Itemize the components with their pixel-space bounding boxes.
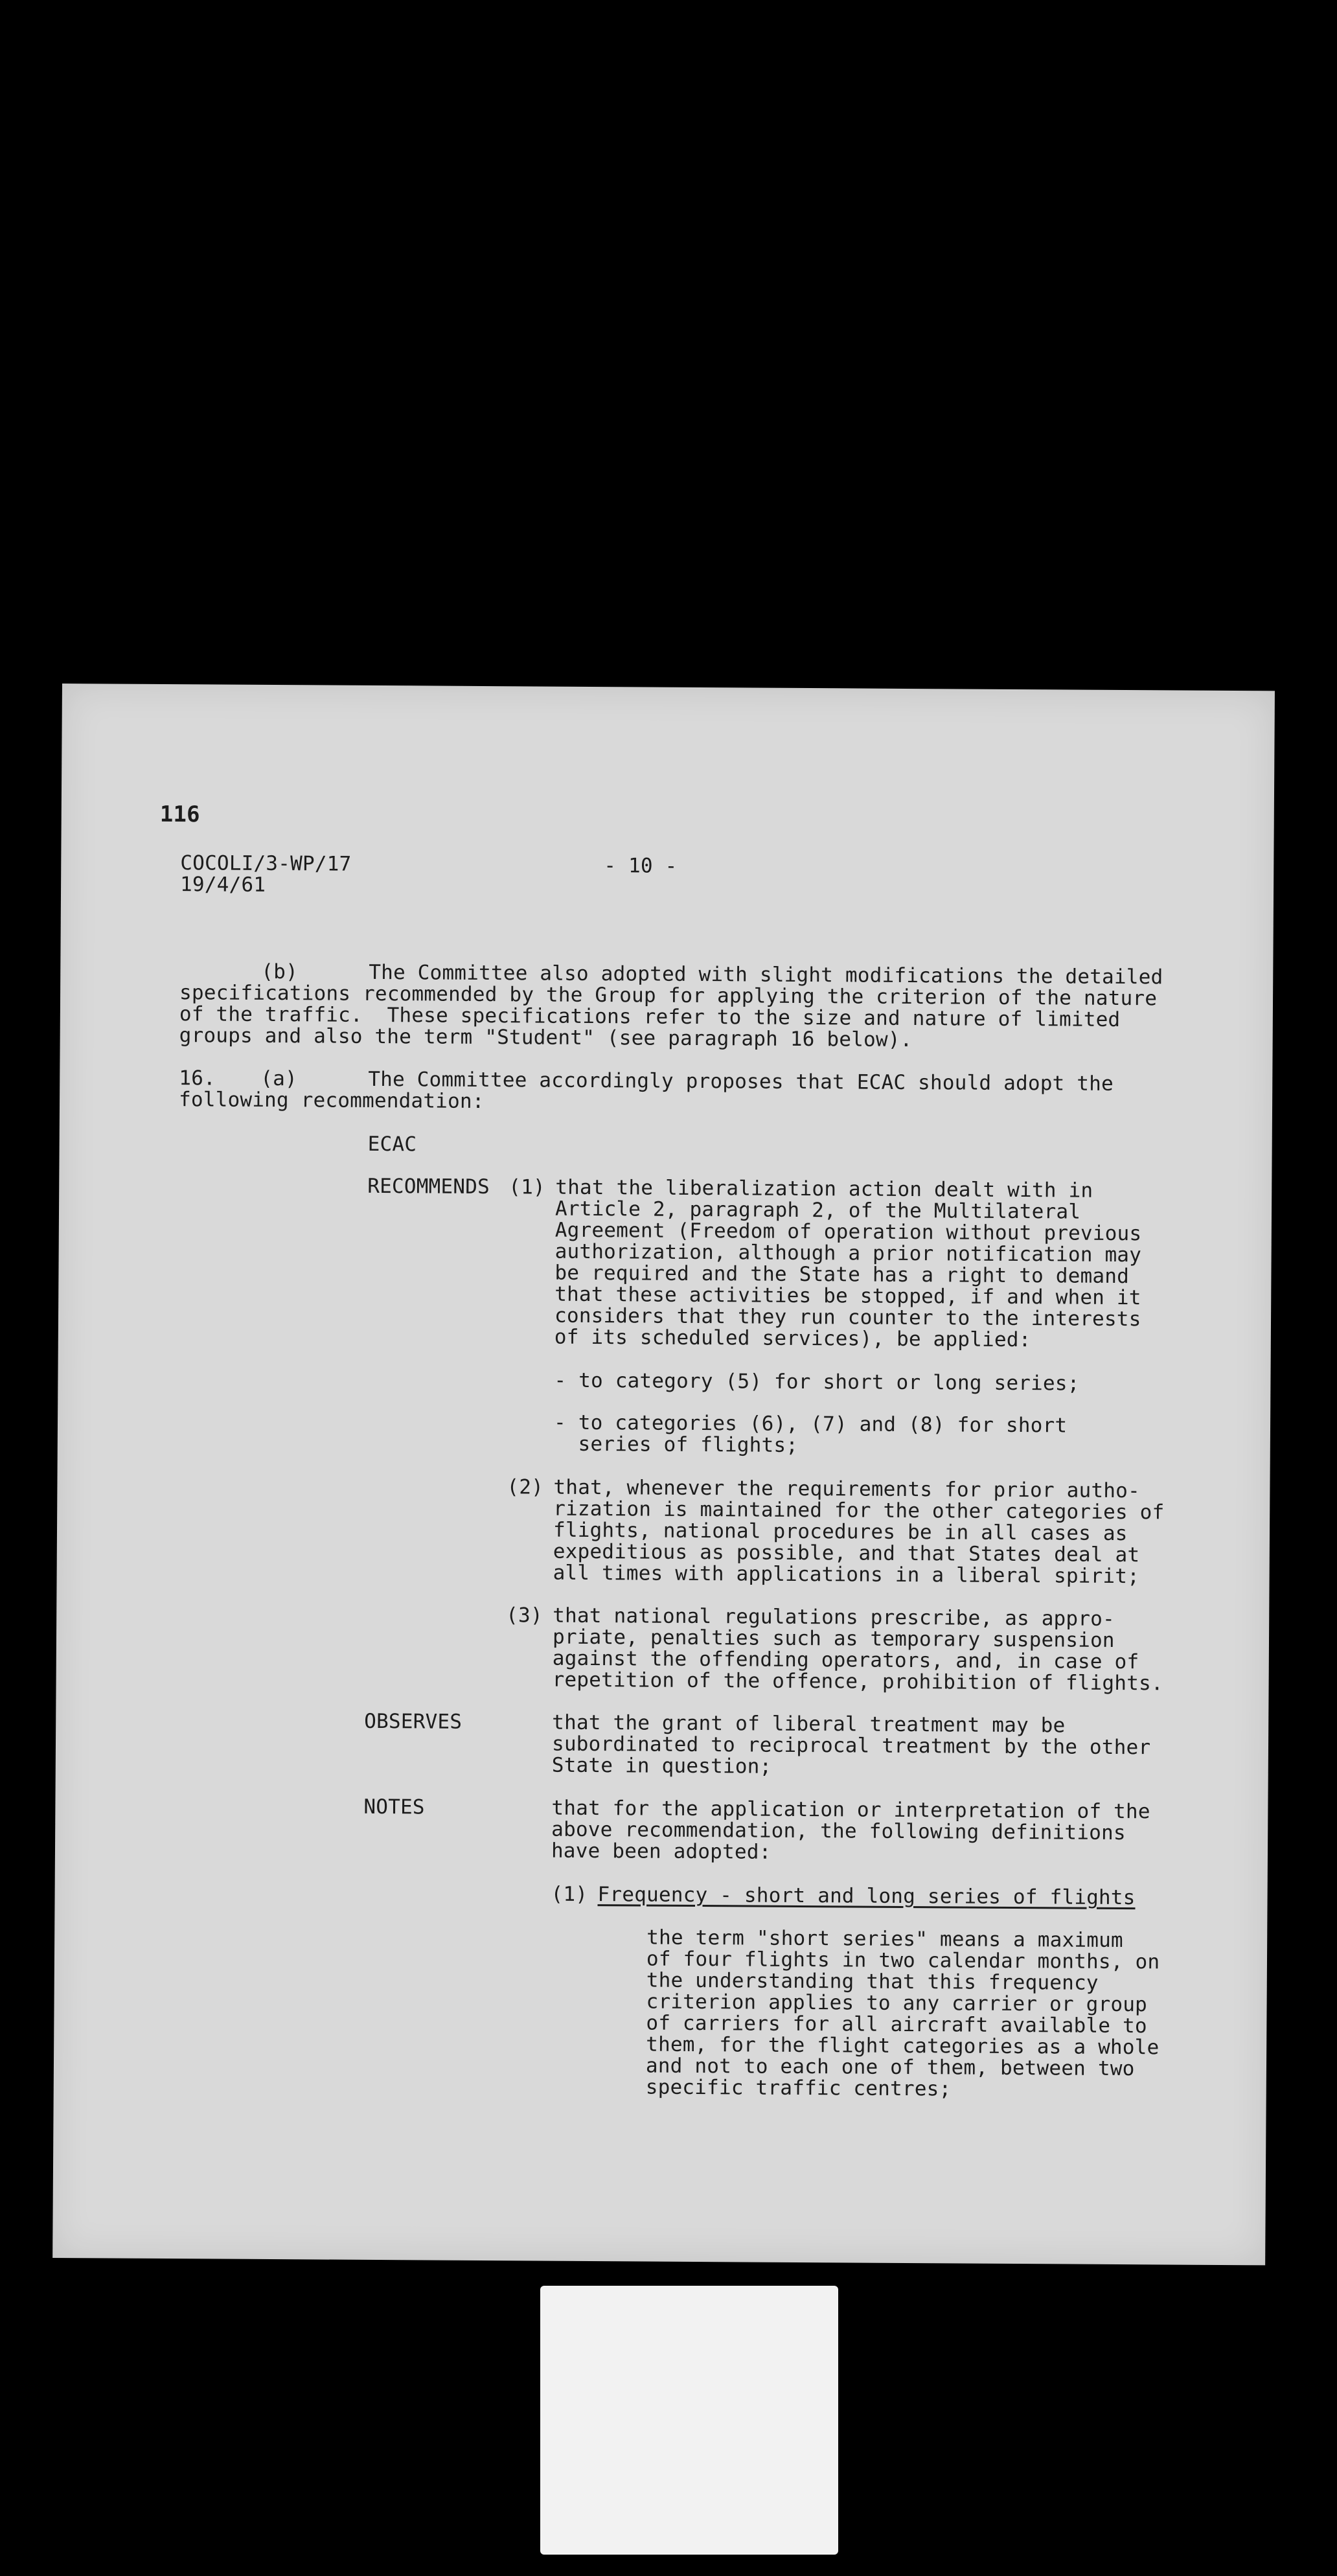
item-1-number: (1) bbox=[509, 1175, 545, 1199]
item-1-line: Article 2, paragraph 2, of the Multilateral bbox=[554, 1197, 1081, 1224]
para-16-line: following recommendation: bbox=[178, 1088, 485, 1113]
recommends-label: RECOMMENDS bbox=[367, 1174, 490, 1199]
item-1-line: authorization, although a prior notification may bbox=[554, 1239, 1142, 1267]
item-1-line: Agreement (Freedom of operation without previous bbox=[554, 1218, 1142, 1246]
para-b-line: groups and also the term "Student" (see paragraph 16 below). bbox=[179, 1024, 913, 1052]
para-b-line: of the traffic. These specifications refer to the size and nature of limited bbox=[179, 1002, 1121, 1031]
observes-label: OBSERVES bbox=[364, 1709, 463, 1734]
definition-1-title: Frequency - short and long series of flights bbox=[597, 1883, 1136, 1910]
item-1-line: that the liberalization action dealt with in bbox=[555, 1175, 1093, 1202]
definition-1-line: of carriers for all aircraft available to bbox=[646, 2011, 1147, 2038]
document-reference: COCOLI/3-WP/17 bbox=[180, 851, 352, 876]
item-3-number: (3) bbox=[506, 1604, 543, 1627]
item-2-line: all times with applications in a liberal spirit; bbox=[553, 1561, 1140, 1589]
item-3-line: priate, penalties such as temporary suspension bbox=[552, 1625, 1115, 1652]
definition-1-number: (1) bbox=[551, 1882, 588, 1906]
blank-index-card bbox=[540, 2286, 838, 2555]
definition-1-line: specific traffic centres; bbox=[645, 2075, 952, 2101]
notes-label: NOTES bbox=[363, 1795, 425, 1819]
item-1-line: of its scheduled services), be applied: bbox=[554, 1325, 1031, 1352]
notes-line: have been adopted: bbox=[551, 1839, 771, 1864]
para-16-line: The Committee accordingly proposes that ECAC should adopt the bbox=[368, 1067, 1114, 1096]
item-1-bullet: - to categories (6), (7) and (8) for short bbox=[553, 1410, 1068, 1438]
para-b-line: The Committee also adopted with slight modifications the detailed bbox=[369, 960, 1163, 989]
item-1-line: that these activities be stopped, if and when it bbox=[554, 1282, 1141, 1310]
item-3-line: repetition of the offence, prohibition of flights. bbox=[552, 1668, 1163, 1696]
para-16-number: 16. bbox=[179, 1066, 216, 1090]
para-16-marker: (a) bbox=[260, 1066, 297, 1091]
document-date: 19/4/61 bbox=[179, 873, 266, 897]
item-1-bullet: - to category (5) for short or long series; bbox=[554, 1368, 1080, 1396]
ecac-heading: ECAC bbox=[367, 1132, 417, 1156]
definition-1-line: of four flights in two calendar months, on bbox=[646, 1947, 1160, 1974]
item-1-line: considers that they run counter to the interests bbox=[554, 1304, 1141, 1331]
item-2-line: that, whenever the requirements for prior autho- bbox=[553, 1475, 1140, 1503]
item-3-line: against the offending operators, and, in case of bbox=[552, 1646, 1139, 1674]
item-3-line: that national regulations prescribe, as appro- bbox=[553, 1604, 1115, 1631]
document-page bbox=[52, 684, 1275, 2265]
item-1-line: be required and the State has a right to demand bbox=[554, 1261, 1130, 1289]
definition-1-line: the term "short series" means a maximum bbox=[646, 1926, 1123, 1953]
item-2-line: expeditious as possible, and that States deal at bbox=[553, 1539, 1140, 1567]
definition-1-line: and not to each one of them, between two bbox=[645, 2054, 1135, 2081]
observes-line: that the grant of liberal treatment may be bbox=[552, 1710, 1066, 1738]
definition-1-line: criterion applies to any carrier or group bbox=[646, 1990, 1148, 2017]
definition-1-line: them, for the flight categories as a whole bbox=[646, 2032, 1160, 2060]
item-1-bullet: series of flights; bbox=[553, 1432, 799, 1457]
definition-1-line: the understanding that this frequency bbox=[646, 1968, 1099, 1995]
item-2-line: flights, national procedures be in all cases as bbox=[553, 1518, 1128, 1546]
para-b-line: specifications recommended by the Group for applying the criterion of the nature bbox=[179, 981, 1158, 1011]
para-b-marker: (b) bbox=[261, 960, 298, 984]
page-number: 116 bbox=[159, 801, 200, 828]
notes-line: above recommendation, the following definitions bbox=[551, 1817, 1126, 1845]
notes-line: that for the application or interpretation of the bbox=[551, 1796, 1150, 1824]
observes-line: subordinated to reciprocal treatment by the other bbox=[551, 1732, 1151, 1760]
item-2-line: rization is maintained for the other categories of bbox=[553, 1497, 1165, 1524]
observes-line: State in question; bbox=[551, 1753, 772, 1778]
item-2-number: (2) bbox=[507, 1475, 544, 1499]
page-label: - 10 - bbox=[604, 854, 678, 878]
